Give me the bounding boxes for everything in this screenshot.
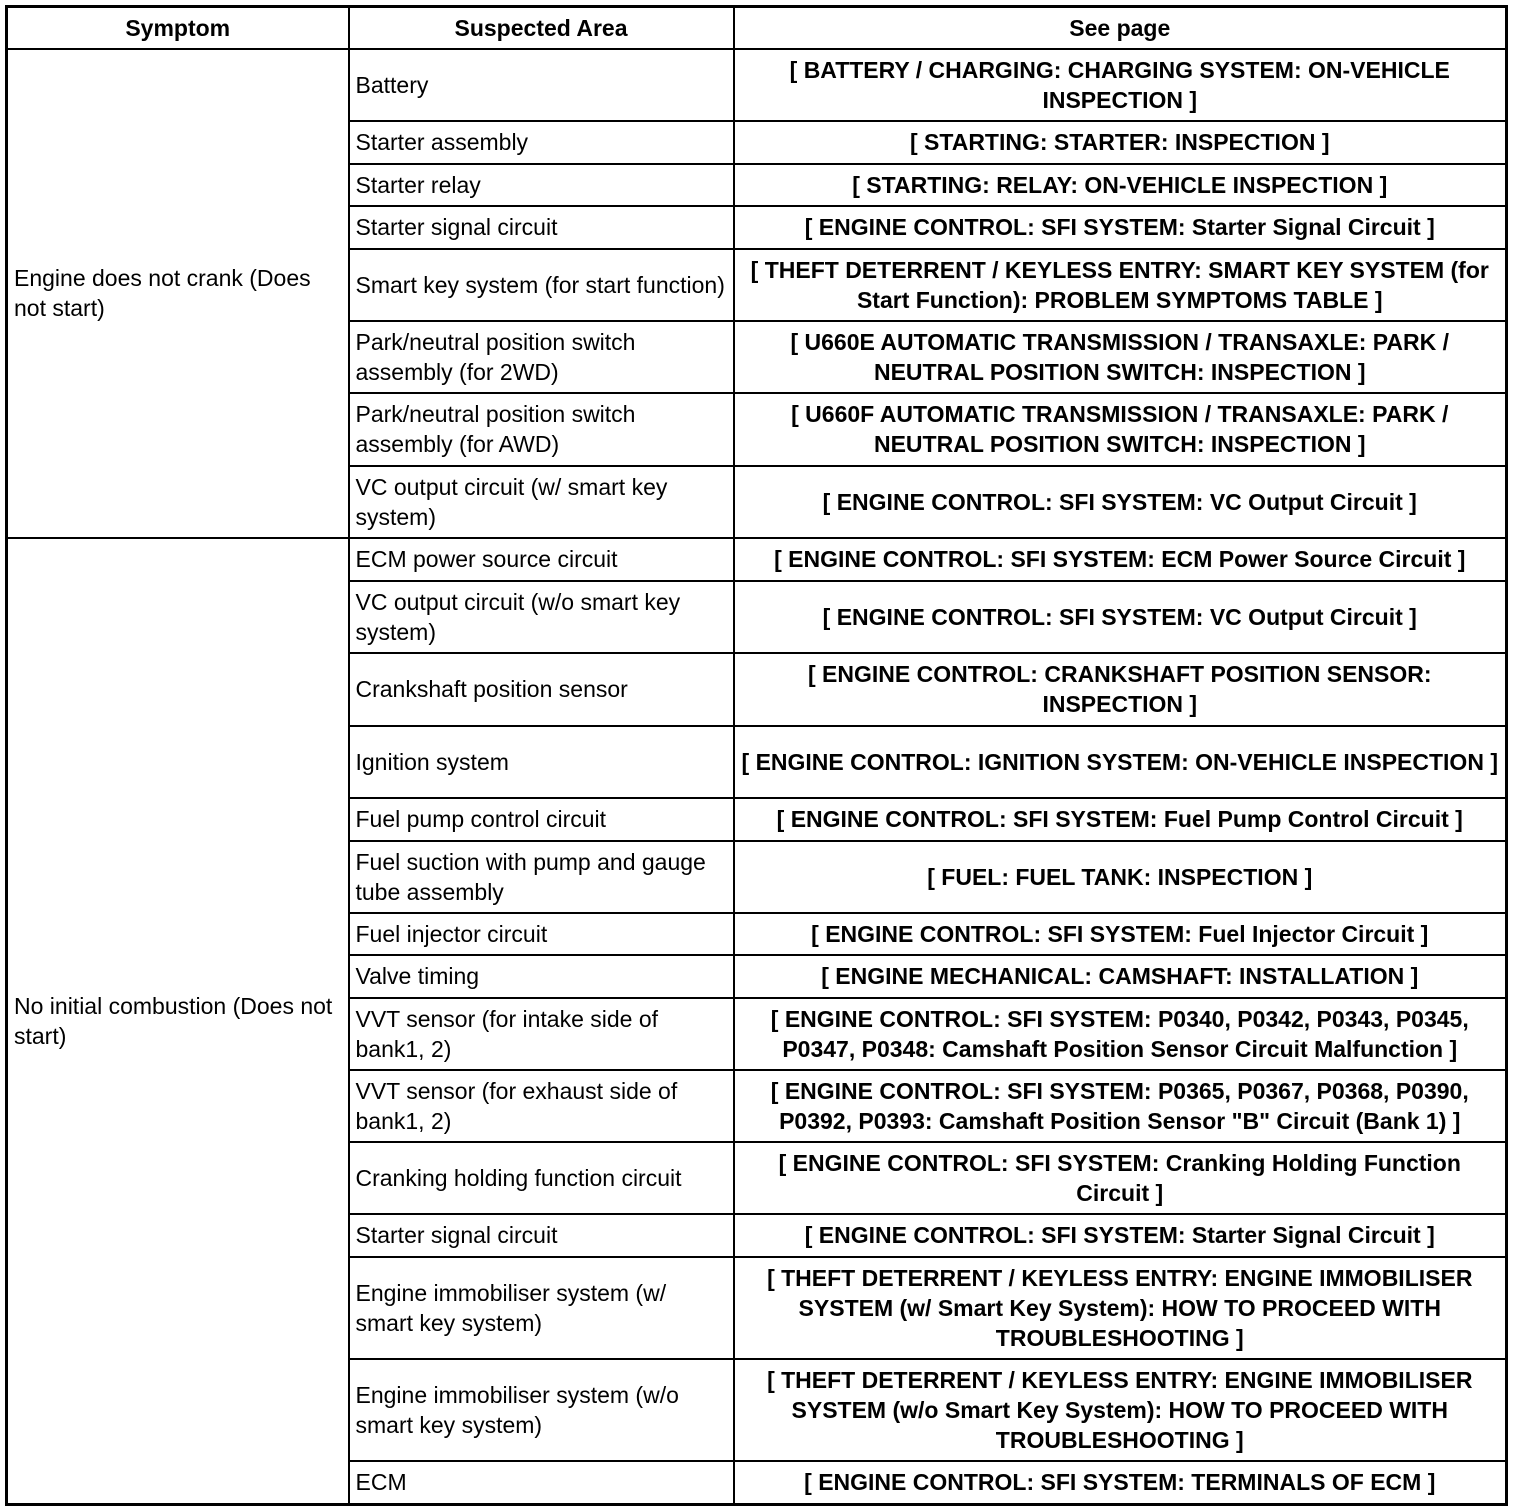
suspected-area-cell: Fuel suction with pump and gauge tube assembly [349, 841, 734, 913]
header-suspected-area: Suspected Area [349, 7, 734, 49]
see-page-link[interactable]: [ THEFT DETERRENT / KEYLESS ENTRY: ENGINE IMMOBILISER SYSTEM (w/o Smart Key System): HOW TO PROCEED WITH TROUBLESHOOTING ] [734, 1359, 1507, 1461]
see-page-link[interactable]: [ THEFT DETERRENT / KEYLESS ENTRY: ENGINE IMMOBILISER SYSTEM (w/ Smart Key System): HOW TO PROCEED WITH TROUBLESHOOTING ] [734, 1257, 1507, 1359]
see-page-link[interactable]: [ ENGINE CONTROL: SFI SYSTEM: ECM Power Source Circuit ] [734, 538, 1507, 581]
see-page-link[interactable]: [ ENGINE CONTROL: SFI SYSTEM: TERMINALS OF ECM ] [734, 1461, 1507, 1505]
see-page-link[interactable]: [ U660F AUTOMATIC TRANSMISSION / TRANSAXLE: PARK / NEUTRAL POSITION SWITCH: INSPECTION ] [734, 393, 1507, 466]
suspected-area-cell: Fuel pump control circuit [349, 798, 734, 841]
see-page-link[interactable]: [ U660E AUTOMATIC TRANSMISSION / TRANSAXLE: PARK / NEUTRAL POSITION SWITCH: INSPECTION ] [734, 321, 1507, 393]
see-page-link[interactable]: [ ENGINE CONTROL: SFI SYSTEM: Cranking Holding Function Circuit ] [734, 1142, 1507, 1214]
suspected-area-cell: Starter assembly [349, 121, 734, 164]
suspected-area-cell: VVT sensor (for intake side of bank1, 2) [349, 998, 734, 1070]
header-row [7, 7, 1507, 49]
suspected-area-cell: Park/neutral position switch assembly (for 2WD) [349, 321, 734, 393]
header-symptom: Symptom [7, 7, 349, 49]
see-page-link[interactable]: [ ENGINE CONTROL: SFI SYSTEM: VC Output Circuit ] [734, 581, 1507, 653]
symptom-table [5, 5, 1508, 1506]
table-row [7, 49, 1507, 121]
suspected-area-cell: Ignition system [349, 726, 734, 798]
see-page-link[interactable]: [ ENGINE CONTROL: SFI SYSTEM: P0365, P0367, P0368, P0390, P0392, P0393: Camshaft Position Sensor "B" Circuit (Bank 1) ] [734, 1070, 1507, 1142]
suspected-area-cell: Starter signal circuit [349, 1214, 734, 1257]
suspected-area-cell: Engine immobiliser system (w/ smart key system) [349, 1257, 734, 1359]
symptom-cell: Engine does not crank (Does not start) [7, 49, 349, 538]
see-page-link[interactable]: [ ENGINE MECHANICAL: CAMSHAFT: INSTALLATION ] [734, 955, 1507, 998]
suspected-area-cell: VC output circuit (w/o smart key system) [349, 581, 734, 653]
suspected-area-cell: VC output circuit (w/ smart key system) [349, 466, 734, 538]
see-page-link[interactable]: [ ENGINE CONTROL: SFI SYSTEM: VC Output Circuit ] [734, 466, 1507, 538]
suspected-area-cell: Starter signal circuit [349, 206, 734, 249]
suspected-area-cell: ECM [349, 1461, 734, 1505]
suspected-area-cell: Fuel injector circuit [349, 913, 734, 955]
see-page-link[interactable]: [ ENGINE CONTROL: SFI SYSTEM: Starter Signal Circuit ] [734, 206, 1507, 249]
see-page-link[interactable]: [ BATTERY / CHARGING: CHARGING SYSTEM: ON-VEHICLE INSPECTION ] [734, 49, 1507, 121]
see-page-link[interactable]: [ STARTING: RELAY: ON-VEHICLE INSPECTION ] [734, 164, 1507, 206]
see-page-link[interactable]: [ ENGINE CONTROL: SFI SYSTEM: Starter Signal Circuit ] [734, 1214, 1507, 1257]
see-page-link[interactable]: [ ENGINE CONTROL: SFI SYSTEM: Fuel Injector Circuit ] [734, 913, 1507, 955]
suspected-area-cell: Engine immobiliser system (w/o smart key system) [349, 1359, 734, 1461]
suspected-area-cell: Battery [349, 49, 734, 121]
see-page-link[interactable]: [ STARTING: STARTER: INSPECTION ] [734, 121, 1507, 164]
suspected-area-cell: Starter relay [349, 164, 734, 206]
suspected-area-cell: VVT sensor (for exhaust side of bank1, 2) [349, 1070, 734, 1142]
see-page-link[interactable]: [ FUEL: FUEL TANK: INSPECTION ] [734, 841, 1507, 913]
see-page-link[interactable]: [ ENGINE CONTROL: SFI SYSTEM: P0340, P0342, P0343, P0345, P0347, P0348: Camshaft Position Sensor Circuit Malfunction ] [734, 998, 1507, 1070]
suspected-area-cell: Valve timing [349, 955, 734, 998]
table-row [7, 538, 1507, 581]
see-page-link[interactable]: [ ENGINE CONTROL: IGNITION SYSTEM: ON-VEHICLE INSPECTION ] [734, 726, 1507, 798]
header-see-page: See page [734, 7, 1507, 49]
see-page-link[interactable]: [ ENGINE CONTROL: CRANKSHAFT POSITION SENSOR: INSPECTION ] [734, 653, 1507, 726]
see-page-link[interactable]: [ ENGINE CONTROL: SFI SYSTEM: Fuel Pump Control Circuit ] [734, 798, 1507, 841]
suspected-area-cell: Crankshaft position sensor [349, 653, 734, 726]
suspected-area-cell: Cranking holding function circuit [349, 1142, 734, 1214]
suspected-area-cell: Park/neutral position switch assembly (for AWD) [349, 393, 734, 466]
suspected-area-cell: ECM power source circuit [349, 538, 734, 581]
see-page-link[interactable]: [ THEFT DETERRENT / KEYLESS ENTRY: SMART KEY SYSTEM (for Start Function): PROBLEM SYMPTOMS TABLE ] [734, 249, 1507, 321]
suspected-area-cell: Smart key system (for start function) [349, 249, 734, 321]
symptom-cell: No initial combustion (Does not start) [7, 538, 349, 1505]
